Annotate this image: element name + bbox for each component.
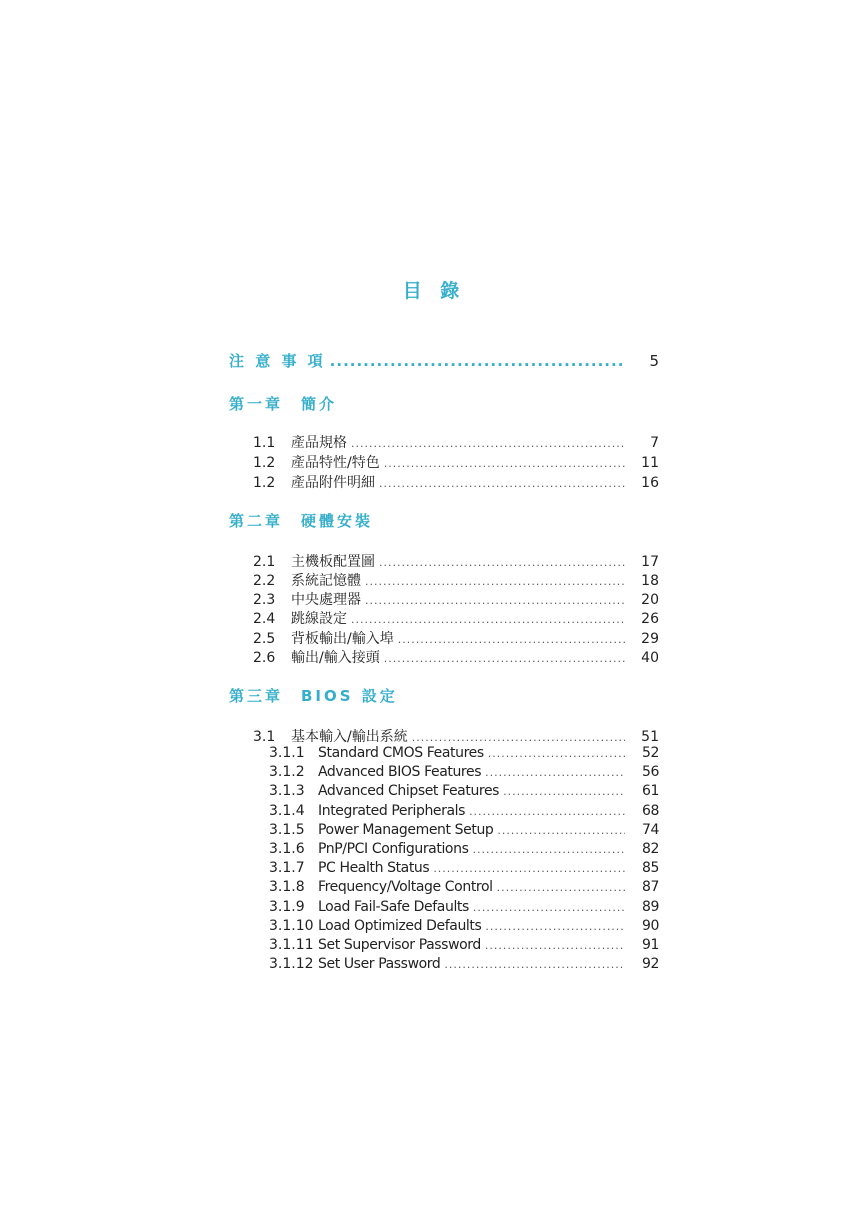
toc-entry-number: 1.2 [253, 475, 276, 491]
toc-entry[interactable] [253, 726, 659, 746]
toc-subentry[interactable] [269, 783, 659, 799]
toc-entry-number: 3.1.4 [269, 803, 305, 819]
toc-subentry[interactable] [269, 918, 659, 934]
toc-entry-notice[interactable] [229, 350, 659, 371]
leader-dots [473, 901, 625, 914]
leader-dots [351, 437, 625, 450]
leader-dots [351, 613, 625, 626]
toc-entry-number: 2.4 [253, 611, 276, 627]
toc-entry-label: 主機板配置圖 [291, 554, 375, 570]
leader-dots [485, 939, 625, 952]
leader-dots [433, 862, 625, 875]
toc-subentry[interactable] [269, 822, 659, 838]
toc-entry-label: Set Supervisor Password [318, 937, 481, 953]
toc-entry-number: 3.1.8 [269, 879, 305, 895]
toc-entry-label: 中央處理器 [291, 592, 361, 608]
toc-entry-label: Frequency/Voltage Control [318, 879, 493, 895]
toc-entry-page: 11 [641, 455, 659, 471]
toc-entry[interactable] [253, 628, 659, 648]
toc-subentry[interactable] [269, 803, 659, 819]
toc-entry-page: 87 [641, 879, 659, 895]
toc-entry-number: 3.1.9 [269, 899, 305, 915]
toc-entry-number: 3.1.6 [269, 841, 305, 857]
toc-subentry[interactable] [269, 841, 659, 857]
toc-entry-page: 61 [641, 783, 659, 799]
toc-entry-label: PC Health Status [318, 860, 430, 876]
toc-entry-page: 89 [641, 899, 659, 915]
toc-entry-label: 背板輸出/輸入埠 [291, 631, 394, 647]
toc-entry-label: 系統記憶體 [291, 573, 361, 589]
toc-entry-number: 3.1.2 [269, 764, 305, 780]
toc-entry-label: 產品附件明細 [291, 475, 375, 491]
toc-entry-page: 74 [641, 822, 659, 838]
toc-entry-number: 2.3 [253, 592, 276, 608]
toc-entry-label: Integrated Peripherals [318, 803, 466, 819]
toc-subentry[interactable] [269, 899, 659, 915]
chapter-3-heading: 第三章 BIOS 設定 [229, 687, 398, 705]
toc-subentry[interactable] [269, 860, 659, 876]
leader-dots [497, 881, 625, 894]
toc-subentry[interactable] [269, 764, 659, 780]
leader-dots [379, 556, 625, 569]
leader-dots [503, 785, 625, 798]
toc-entry-page: 16 [641, 475, 659, 491]
toc-entry-number: 1.1 [253, 435, 276, 451]
toc-entry-page: 20 [641, 592, 659, 608]
toc-entry-page: 52 [641, 745, 659, 761]
toc-entry-page: 5 [649, 352, 659, 370]
leader-dots [398, 633, 625, 646]
toc-entry-label: 輸出/輸入接頭 [291, 650, 380, 666]
leader-dots [412, 731, 625, 744]
leader-dots [379, 477, 625, 490]
chapter-2-heading: 第二章 硬體安裝 [229, 512, 374, 530]
toc-entry-label: 基本輸入/輸出系統 [291, 729, 408, 745]
toc-entry-label: PnP/PCI Configurations [318, 841, 469, 857]
toc-entry-page: 68 [641, 803, 659, 819]
toc-entry[interactable] [253, 472, 659, 492]
leader-dots [497, 824, 625, 837]
toc-entry-page: 18 [641, 573, 659, 589]
toc-subentry[interactable] [269, 956, 659, 972]
toc-entry-page: 92 [641, 956, 659, 972]
toc-entry[interactable] [253, 551, 659, 571]
toc-entry-page: 29 [641, 631, 659, 647]
toc-entry-number: 3.1.3 [269, 783, 305, 799]
toc-entry-number: 3.1 [253, 729, 276, 745]
toc-entry-number: 3.1.7 [269, 860, 305, 876]
toc-entry-number: 2.5 [253, 631, 276, 647]
leader-dots [384, 652, 625, 665]
toc-entry-number: 3.1.11 [269, 937, 314, 953]
toc-entry-number: 2.6 [253, 650, 276, 666]
leader-dots [488, 747, 625, 760]
toc-entry[interactable] [253, 452, 659, 472]
leader-dots [365, 594, 625, 607]
toc-entry-label: 注 意 事 項 [229, 352, 326, 370]
page-title: 目 錄 [402, 280, 466, 302]
toc-entry-page: 85 [641, 860, 659, 876]
toc-subentry[interactable] [269, 937, 659, 953]
leader-dots [472, 843, 625, 856]
toc-entry-page: 7 [650, 435, 659, 451]
toc-entry-page: 51 [641, 729, 659, 745]
toc-entry-page: 56 [641, 764, 659, 780]
toc-entry-number: 3.1.5 [269, 822, 305, 838]
leader-dots [365, 575, 625, 588]
toc-entry-label: 產品規格 [291, 435, 347, 451]
toc-entry-number: 2.1 [253, 554, 276, 570]
toc-entry-label: Load Optimized Defaults [318, 918, 482, 934]
toc-entry[interactable] [253, 608, 659, 628]
leader-dots [485, 920, 625, 933]
toc-entry-number: 3.1.12 [269, 956, 314, 972]
toc-entry[interactable] [253, 432, 659, 452]
toc-entry[interactable] [253, 570, 659, 590]
toc-entry-label: Load Fail-Safe Defaults [318, 899, 469, 915]
toc-entry-label: Advanced Chipset Features [318, 783, 500, 799]
toc-entry[interactable] [253, 589, 659, 609]
toc-entry-page: 91 [641, 937, 659, 953]
toc-entry-page: 90 [641, 918, 659, 934]
toc-entry-label: Standard CMOS Features [318, 745, 484, 761]
toc-entry-label: Power Management Setup [318, 822, 494, 838]
toc-entry-page: 17 [641, 554, 659, 570]
toc-entry-label: Advanced BIOS Features [318, 764, 482, 780]
toc-subentry[interactable] [269, 745, 659, 761]
leader-dots [330, 352, 625, 370]
leader-dots [485, 766, 625, 779]
toc-subentry[interactable] [269, 879, 659, 895]
chapter-1-heading: 第一章 簡介 [229, 395, 338, 413]
toc-entry-number: 3.1.10 [269, 918, 314, 934]
toc-entry-label: 跳線設定 [291, 611, 347, 627]
toc-entry-page: 40 [641, 650, 659, 666]
toc-entry-number: 1.2 [253, 455, 276, 471]
toc-entry-number: 2.2 [253, 573, 276, 589]
toc-entry-label: 產品特性/特色 [291, 455, 380, 471]
toc-entry-page: 82 [641, 841, 659, 857]
toc-entry-page: 26 [641, 611, 659, 627]
toc-entry[interactable] [253, 647, 659, 667]
toc-entry-label: Set User Password [318, 956, 441, 972]
leader-dots [384, 457, 625, 470]
toc-entry-number: 3.1.1 [269, 745, 305, 761]
leader-dots [469, 805, 625, 818]
leader-dots [444, 958, 625, 971]
